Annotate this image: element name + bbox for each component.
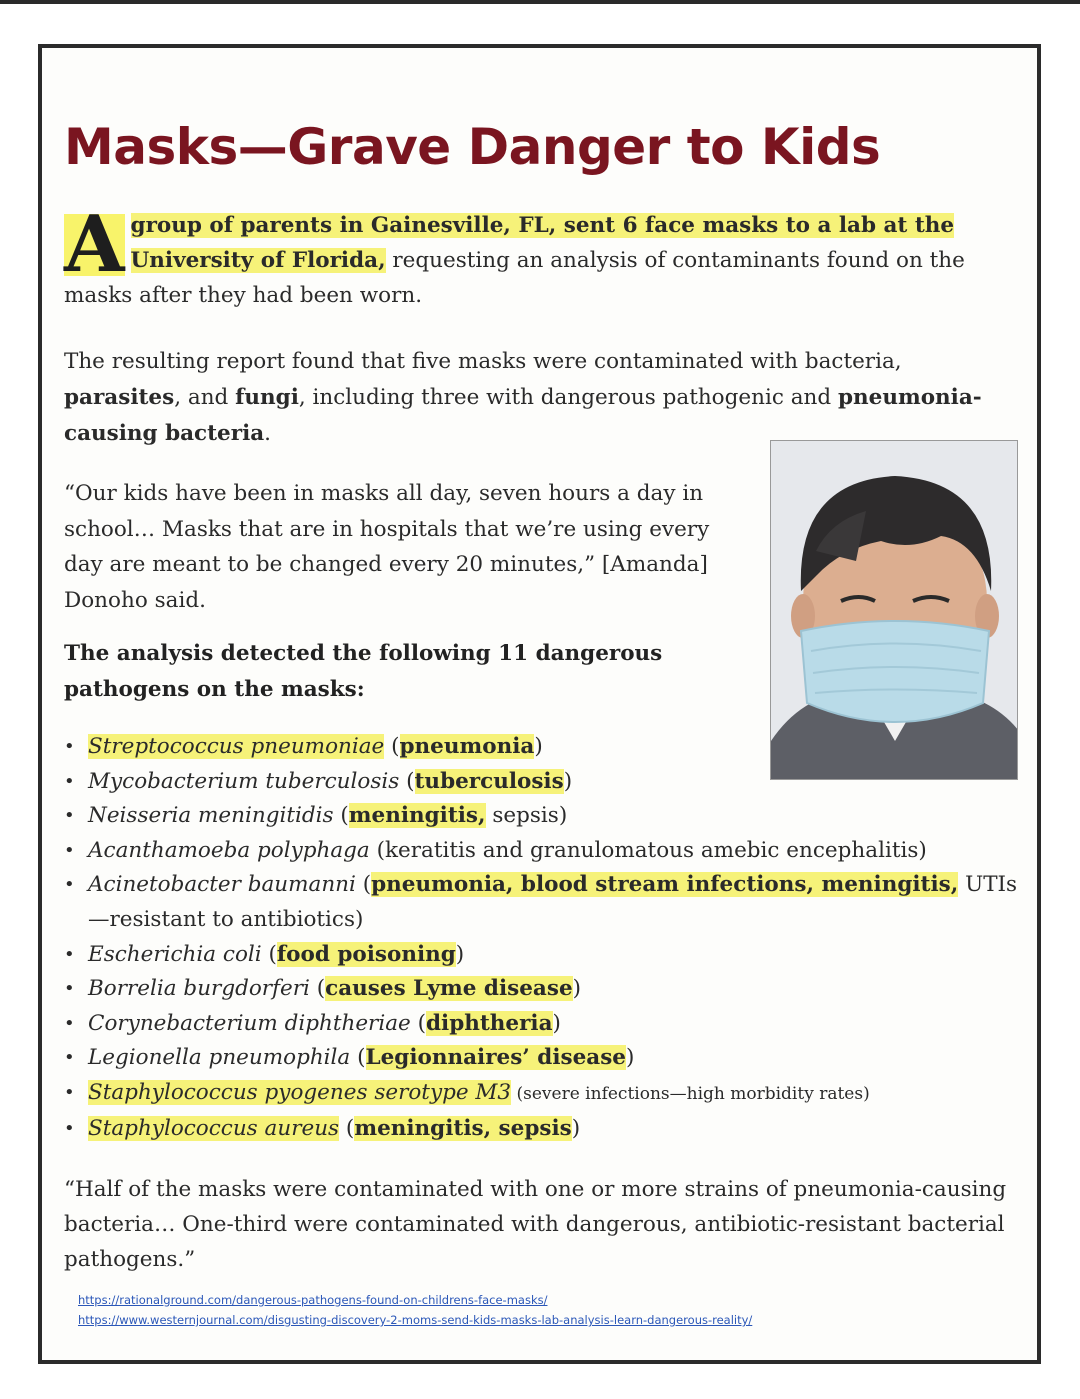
disease: pneumonia <box>399 734 535 759</box>
paren-open: ( <box>261 941 277 967</box>
article-frame <box>38 44 1041 1364</box>
list-item <box>64 938 1029 973</box>
pathogen-name: Escherichia coli <box>88 941 262 967</box>
disease-rest: sepsis) <box>485 803 568 829</box>
disease: diphtheria <box>426 1010 553 1036</box>
pathogen-name: Legionella pneumophila <box>88 1045 351 1071</box>
paren-close: ) <box>552 1010 561 1036</box>
list-item <box>64 868 1029 937</box>
disease: causes Lyme disease <box>325 976 573 1002</box>
lead-highlight-1: group of parents in Gainesville, FL, sent 6 face masks to a lab at <box>130 213 915 238</box>
pathogen-name: Acinetobacter baumanni <box>88 872 356 898</box>
disease: Legionnaires’ disease <box>365 1045 626 1071</box>
paren-close: ) <box>534 734 543 759</box>
disease-rest: UTIs—resistant to antibiotics) <box>88 872 1018 932</box>
pathogen-name: Borrelia burgdorferi <box>88 976 310 1002</box>
list-item <box>64 834 1029 869</box>
donoho-quote: “Our kids have been in masks all day, seven hours a day in school… Masks that are in hospitals that we’re using every day are meant to be changed every 20 minutes,” [Amanda] Donoho said. <box>64 481 710 613</box>
lead-paragraph <box>64 199 1019 313</box>
report-bold-parasites: parasites <box>64 385 175 410</box>
list-item <box>64 1112 1029 1147</box>
paren-close: ) <box>455 941 465 967</box>
report-text-3: , including three with dangerous pathogenic and <box>298 385 838 410</box>
list-item <box>64 972 1029 1007</box>
disease-rest: (keratitis and granulomatous amebic encephalitis) <box>369 837 927 863</box>
pathogens-heading: The analysis detected the following 11 dangerous pathogens on the masks: <box>64 641 663 702</box>
list-item <box>64 1041 1029 1076</box>
list-item <box>64 1007 1029 1042</box>
pathogen-name: Staphylococcus pyogenes serotype M3 <box>88 1079 512 1105</box>
list-item <box>64 730 1029 765</box>
drop-cap: A <box>64 199 125 290</box>
disease: meningitis, <box>348 803 486 829</box>
paren-open: ( <box>399 768 415 794</box>
report-text-2: , and <box>174 385 236 410</box>
paren-open: ( <box>333 803 349 829</box>
source-link-westernjournal[interactable]: https://www.westernjournal.com/disgusting-discovery-2-moms-send-kids-masks-lab-analysis-learn-dangerous-reality/ <box>78 1313 753 1327</box>
pathogen-name: Neisseria meningitidis <box>88 803 334 829</box>
disease-small: (severe infections—high morbidity rates) <box>511 1083 870 1104</box>
pathogen-name: Staphylococcus aureus <box>88 1115 340 1141</box>
report-bold-pneumonia: pneumonia-causing bacteria <box>64 385 982 446</box>
disease: meningitis, sepsis <box>354 1115 572 1141</box>
top-border-line <box>0 0 1080 4</box>
paren-close: ) <box>572 976 582 1002</box>
report-text-4: . <box>264 421 272 446</box>
paren-open: ( <box>350 1045 366 1071</box>
list-item <box>64 765 1029 800</box>
paren-open: ( <box>384 734 400 759</box>
pathogen-list <box>64 730 1029 1146</box>
lead-rest: requesting an analysis of contaminants found on the masks after they had been worn. <box>64 248 965 308</box>
paren-close: ) <box>625 1045 635 1071</box>
disease: food poisoning <box>276 941 456 967</box>
closing-quote: “Half of the masks were contaminated with one or more strains of pneumonia-causing bacteria… One-third were contaminated with dangerous, antibiotic-resistant bacterial pathogens.” <box>64 1177 1007 1272</box>
paren-open: ( <box>339 1115 355 1141</box>
pathogen-name: Acanthamoeba polyphaga <box>88 837 370 863</box>
source-link-rationalground[interactable]: https://rationalground.com/dangerous-pathogens-found-on-childrens-face-masks/ <box>78 1293 548 1307</box>
paren-close: ) <box>571 1115 581 1141</box>
source-links <box>78 1290 1028 1330</box>
paren-open: ( <box>309 976 326 1002</box>
report-bold-fungi: fungi <box>235 385 299 410</box>
disease: tuberculosis <box>414 768 564 794</box>
paren-open: ( <box>355 872 372 898</box>
lead-highlight-2: the University of Florida, <box>130 213 955 273</box>
report-text-1: The resulting report found that five masks were contaminated with bacteria, <box>64 349 902 374</box>
list-item <box>64 799 1029 834</box>
pathogen-name: Mycobacterium tuberculosis <box>88 768 400 794</box>
pathogen-name: Streptococcus pneumoniae <box>88 734 385 759</box>
pathogen-name: Corynebacterium diphtheriae <box>88 1010 411 1036</box>
article-title: Masks—Grave Danger to Kids <box>64 118 881 176</box>
child-with-mask-photo <box>770 440 1018 780</box>
disease: pneumonia, blood stream infections, meningitis, <box>371 872 959 898</box>
paren-close: ) <box>563 768 573 794</box>
paren-open: ( <box>410 1010 426 1036</box>
report-paragraph <box>64 344 994 452</box>
list-item <box>64 1076 1029 1112</box>
